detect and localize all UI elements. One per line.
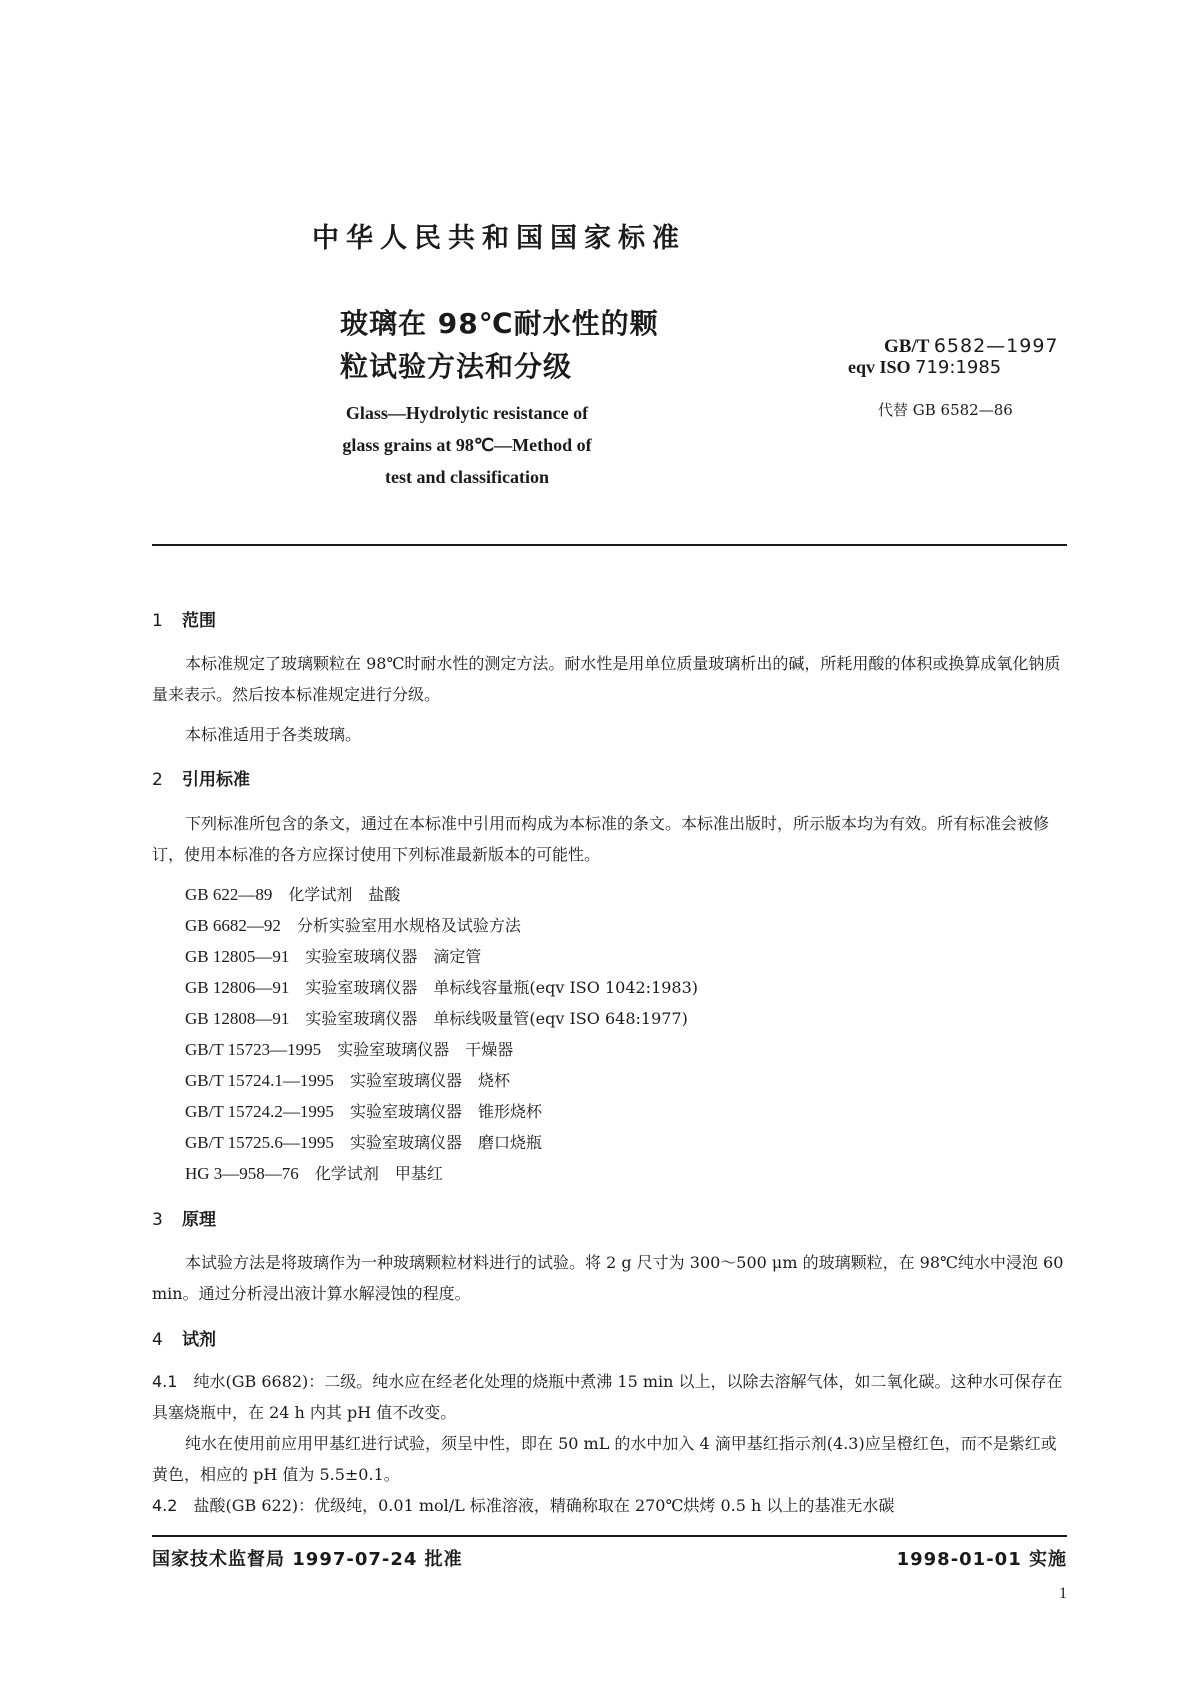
item-4-1-paragraph-2	[152, 1428, 1067, 1490]
section-1-paragraph-2: 本标准适用于各类玻璃。	[185, 725, 362, 744]
reference-code: GB 12805—91	[185, 947, 290, 966]
reference-title: 实验室玻璃仪器 烧杯	[349, 1071, 510, 1090]
title-en-line2: glass grains at 98℃—Method of	[342, 435, 592, 455]
equivalent-standard	[848, 357, 1001, 378]
approval-date: 国家技术监督局 1997-07-24 批准	[152, 1549, 463, 1570]
implementation-date: 1998-01-01 实施	[896, 1549, 1067, 1570]
reference-title: 实验室玻璃仪器 磨口烧瓶	[349, 1133, 542, 1152]
reference-title: 化学试剂 甲基红	[314, 1164, 443, 1183]
reference-code: GB/T 15724.2—1995	[185, 1102, 334, 1121]
section-3-heading	[152, 1205, 216, 1230]
standard-number	[884, 335, 1059, 358]
equivalent-prefix: eqv ISO	[848, 357, 911, 377]
reference-code: GB 12806—91	[185, 978, 290, 997]
reference-title: 实验室玻璃仪器 锥形烧杯	[349, 1102, 542, 1121]
reference-code: GB/T 15725.6—1995	[185, 1133, 334, 1152]
section-4-heading	[152, 1325, 216, 1350]
item-number: 4.2	[152, 1496, 178, 1515]
item-4-1	[152, 1366, 1067, 1428]
reference-title: 实验室玻璃仪器 干燥器	[337, 1040, 514, 1059]
section-title: 试剂	[182, 1330, 216, 1350]
equivalent-number: 719:1985	[915, 357, 1002, 378]
reference-item	[185, 1037, 513, 1060]
section-number: 3	[152, 1210, 163, 1230]
reference-item	[185, 1099, 542, 1122]
section-3-paragraph-1	[152, 1247, 1067, 1309]
paragraph-text: 本试验方法是将玻璃作为一种玻璃颗粒材料进行的试验。将 2 g 尺寸为 300～500 μm 的玻璃颗粒，在 98℃纯水中浸泡 60 min。通过分析浸出液计算水解浸蚀的程度。	[152, 1253, 1064, 1303]
reference-code: GB 622—89	[185, 885, 273, 904]
page-number: 1	[1059, 1585, 1067, 1602]
reference-item	[185, 944, 481, 967]
section-number: 1	[152, 611, 163, 631]
reference-title: 化学试剂 盐酸	[288, 885, 401, 904]
reference-item	[185, 1161, 443, 1184]
paragraph-text: 纯水在使用前应用甲基红进行试验，须呈中性，即在 50 mL 的水中加入 4 滴甲基红指示剂(4.3)应呈橙红色，而不是紫红或黄色，相应的 pH 值为 5.5±0.1。	[152, 1434, 1057, 1484]
section-1-paragraph-1	[152, 648, 1067, 710]
section-2-paragraph-1	[152, 808, 1067, 870]
national-standard-heading: 中华人民共和国国家标准	[312, 223, 686, 254]
reference-code: GB/T 15724.1—1995	[185, 1071, 334, 1090]
section-title: 引用标准	[182, 770, 250, 790]
title-en-line1: Glass—Hydrolytic resistance of	[345, 403, 589, 423]
reference-code: GB/T 15723—1995	[185, 1040, 322, 1059]
standard-number-value: 6582—1997	[933, 335, 1059, 357]
reference-item	[185, 1130, 542, 1153]
reference-item	[185, 1006, 688, 1029]
section-title: 原理	[182, 1210, 216, 1230]
paragraph-text: 本标准规定了玻璃颗粒在 98℃时耐水性的测定方法。耐水性是用单位质量玻璃析出的碱，所耗用酸的体积或换算成氧化钠质量来表示。然后按本标准规定进行分级。	[152, 654, 1061, 704]
paragraph-text: 下列标准所包含的条文，通过在本标准中引用而构成为本标准的条文。本标准出版时，所示版本均为有效。所有标准会被修订，使用本标准的各方应探讨使用下列标准最新版本的可能性。	[152, 814, 1050, 864]
reference-item	[185, 913, 521, 936]
footer-divider	[152, 1535, 1067, 1537]
section-title: 范围	[182, 611, 216, 631]
reference-code: HG 3—958—76	[185, 1164, 299, 1183]
reference-title: 实验室玻璃仪器 滴定管	[305, 947, 482, 966]
title-en-line3: test and classification	[385, 467, 549, 487]
reference-item	[185, 975, 698, 998]
item-4-2	[152, 1490, 1067, 1521]
reference-code: GB 12808—91	[185, 1009, 290, 1028]
section-number: 4	[152, 1330, 163, 1350]
reference-code: GB 6682—92	[185, 916, 281, 935]
reference-item	[185, 1068, 510, 1091]
reference-title: 分析实验室用水规格及试验方法	[296, 916, 521, 935]
title-cn-line1: 玻璃在 98℃耐水性的颗	[340, 307, 659, 340]
reference-title: 实验室玻璃仪器 单标线吸量管(eqv ISO 648:1977)	[305, 1009, 688, 1028]
replaces-standard: 代替 GB 6582—86	[878, 401, 1013, 419]
item-number: 4.1	[152, 1372, 178, 1391]
section-number: 2	[152, 770, 163, 790]
title-cn-line2: 粒试验方法和分级	[340, 350, 573, 383]
header-divider	[152, 544, 1067, 546]
item-text: 纯水(GB 6682)：二级。纯水应在经老化处理的烧瓶中煮沸 15 min 以上，以除去溶解气体，如二氧化碳。这种水可保存在具塞烧瓶中，在 24 h 内其 pH 值不改变。	[152, 1372, 1063, 1422]
item-text: 盐酸(GB 622)：优级纯，0.01 mol/L 标准溶液，精确称取在 270℃烘烤 0.5 h 以上的基准无水碳	[193, 1496, 895, 1515]
section-1-heading	[152, 606, 216, 631]
reference-item	[185, 882, 400, 905]
section-2-heading	[152, 765, 250, 790]
reference-title: 实验室玻璃仪器 单标线容量瓶(eqv ISO 1042:1983)	[305, 978, 699, 997]
standard-prefix: GB/T	[884, 336, 930, 357]
